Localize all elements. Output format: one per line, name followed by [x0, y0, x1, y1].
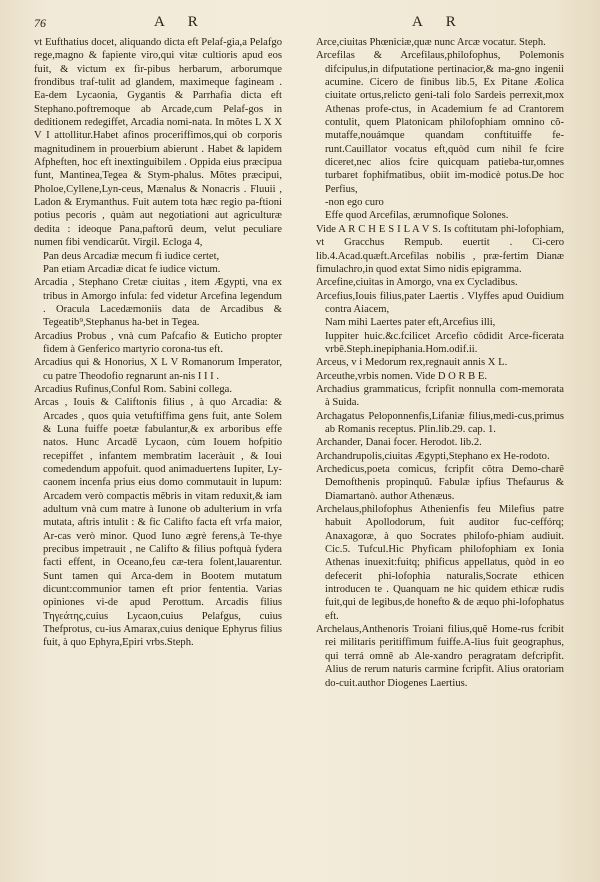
right-column-continued-text: Arce,ciuitas Phœniciæ,quæ nunc Arcæ vocatur. Steph.	[316, 37, 546, 48]
right-column-dictionary-entry: Arceuthe,vrbis nomen. Vide D O R B E.	[316, 370, 487, 382]
right-column-dictionary-entry: Arceus, v i Medorum rex,regnauit annis X L.	[316, 357, 508, 369]
left-column-dictionary-entry: Arcadius qui & Honorius, X L V Romanorum Imperator, cu patre Theodofio regnarunt an-nis I I I .	[34, 357, 282, 382]
right-column-dictionary-entry: Archedicus,poeta comicus, fcripfit cõtra Demo-charẽ Demofthenis propinquũ. Fabulæ ipfius Thefaurus & Diamartanò. author Athenæus.	[316, 464, 564, 502]
page-number: 76	[34, 16, 46, 30]
right-column-dictionary-entry: Arcefine,ciuitas in Amorgo, vna ex Cycladibus.	[316, 277, 518, 289]
running-head-right: A R	[412, 14, 466, 30]
right-column-dictionary-entry: Arcefilas & Arcefilaus,philofophus, Polemonis difcipulus,in difputatione pertinacior,& ma-gno ingenii acumine. Cicero de finibus lib.5, Ex Pitane Æolica ciuitate ortus,relicto geni-tali folo Sardeis perrexit,mox Athenas profe-ctus, in Academium fe ad Crantorem contulit, quem Platonicam philofophiam omnino cõ-mutaffe,nouámque quandam conftituiffe fe-runt.Cauillator vocatus eft,quòd cum nihil fe fcire diceret,nec alios fcire quicquam patieba-tur,omnes turbaret fophifmatibus, obiit im-modicè potus.De hoc Perfius,	[316, 50, 564, 195]
right-column-dictionary-entry: Archelaus,philofophus Athenienfis feu Milefius patre habuit Apollodorum, fuit auditor fuc-ceffórq; Anaxagoræ, à quo Socrates philofo-phiam audiuit. Cic.5. Tufcul.Hic Phyficam philofophiam ex Ionia Athenas inuexit:fuitq; phificus appellatus, quòd in eo defecerit phi-lofophia naturalis,Socrate ethicen introducen te . Quanquam ne hic quidem ethicæ rudis fuit,qui de legibus,de honefto & de æquo phi-lofophatus eft.	[316, 504, 564, 622]
right-column-continued-text: Vide A R C H E S I L A V S. Is coftitutam phi-lofophiam, vt Gracchus Rempub. euertit . Ci-cero lib.4.Acad.quæft.Arcefilas nobilis , præ-fertim Dianæ fimulachro,in quod extat Simo nidis epigramma.	[316, 223, 564, 275]
right-column-dictionary-entry: Archadius grammaticus, fcripfit nonnulla com-memorata à Suida.	[316, 383, 564, 409]
right-column-verse-line: Effe quod Arcefilas, ærumnofique Solones.	[325, 210, 509, 222]
left-column-dictionary-entry: Arcadius Rufinus,Conful Rom. Sabini collega.	[34, 383, 233, 395]
left-column	[34, 36, 282, 650]
left-column-dictionary-entry: Arcadius Probus , vnà cum Pafcafio & Euticho propter fidem à Genferico martyrio corona-tus eft.	[34, 330, 282, 355]
right-column-dictionary-entry: Archelaus,Anthenoris Troiani filius,quẽ Home-rus fcribit rei militaris peritiffimum fuiffe.A-lius fuit geographus, qui terrá omnẽ ab Ale-xandro peragratam defcripfit. Alius de rerum naturis carmine fcripfit. Alius oratoriam do-cuit.author Diogenes Laertius.	[316, 624, 564, 689]
right-column-verse-line: -non ego curo	[325, 197, 384, 209]
left-column-verse-line: Pan deus Arcadiæ mecum fi iudice certet,	[43, 250, 220, 262]
right-column-dictionary-entry: Archander, Danai focer. Herodot. lib.2.	[316, 437, 482, 449]
running-head	[0, 14, 600, 36]
right-column	[316, 36, 564, 690]
running-head-left: A R	[154, 14, 208, 30]
right-column-dictionary-entry: Archandrupolis,ciuitas Ægypti,Stephano ex He-rodoto.	[316, 450, 550, 462]
right-column-verse-line: Iuppiter huic.&c.fcilicet Arcefio côdidit Arce-ficerata vrbẽ.Steph.inepiphania.Hom.odif.ii.	[325, 330, 564, 355]
left-column-continued-text: vt Eufthatius docet, aliquando dicta eft Pelaf-gia,a Pelafgo rege,magno & fapiente viro,qui vitæ cultioris apud eos fuit, & victum ex fir-pibus herbarum, arborumque frondibus traf-tulit ad glandem, maximeque fagineam . Ea-dem Lycaonia, Gygantis & Parrhafia dicta eft Stephano.poftremoque ab Arcade,cum Pelaf-gos in deditionem redegiffet, Arcadia nomi-nata. In mõtes L X X V I attollitur.Habet afinos proceriffimos,qui ob corporis magnitudinem in prouerbium abierunt . Habet & lapidem Afpheften, hoc eft inextinguibilem . Oppida eius præcipua funt, Mantinea,Tegea & Stym-phalus. Mõtes præcipui, Pholoe,Cyllene,Lyn-ceus, Mænalus & Nonacris . Fluuii , Ladon & Erymanthus. Fuit autem tota hæc regio pa-ftioni potius pecoris , quàm aut negotiationi aut agriculturæ dedita : ideoque Pana,paftorũ deum, velut peculiare numen fibi vendicarũt. Virgil. Ecloga 4,	[34, 37, 282, 249]
left-column-verse-line: Pan etiam Arcadiæ dicat fe iudice victum.	[43, 263, 221, 275]
right-column-dictionary-entry: Archagatus Peloponnenfis,Lifaniæ filius,medi-cus,primus ab Romanis receptus. Plin.lib.29. cap. 1.	[316, 410, 564, 435]
right-column-verse-line: Nam mihi Laertes pater eft,Arcefius illi,	[325, 317, 496, 329]
left-column-dictionary-entry: Arcadia , Stephano Cretæ ciuitas , item Ægypti, vna ex tribus in Amorgo infula: fed videtur Arcefina legendum . Oracula Lacedæmoniis data de Arcadibus & Tegeatib⁹,Stephanus ha-bet in Tegea.	[34, 277, 282, 329]
right-column-dictionary-entry: Arcefius,Iouis filius,pater Laertis . Vlyffes apud Ouidium contra Aiacem,	[316, 290, 564, 315]
left-column-dictionary-entry: Arcas , Iouis & Califtonis filius , à quo Arcadia: & Arcades , quos quia vetuftiffima gens fuit, ante Solem & Luna fuiffe poetæ fabulantur,& ex arboribus effe natos. Hunc Arcadē Lycaon, cùm Iouem hofpitio recepiffet , infantem membratim laceràuit , & Ioui comedendum appofuit. quod animaduertens Iupiter, Ly-caonem incenfa prius eius domo commutauit in lupum: Arcadem verò compactis mẽbris in vitam reduxit,& iam adultum vnà cum matre à Iunone ob adulterium in vrfa mutata, aftris intulit : & fic Califto facta eft vrfa maior, Ar-cas verò minor. Quod Iuno ægrè ferens,à Te-thye precibus impetrauit , ne Califto & filius poftquà fydera facti effent, in Oceano,feu cæ-tera folent,lauarentur. Sunt tamen qui Arca-dem in Bootem mutatum dicunt:communior tamen eft prior fententia. Varias opiniones vi-de apud Perottum. Arcadis filius Τηγεάτης,cuius Lycaon,cuius Pelafgus, cuius Thefprotus, cu-ius Amarax,cuius denique Ephyrus filius fuit, à quo Ephyra,Epiri vrbs.Steph.	[34, 397, 282, 649]
